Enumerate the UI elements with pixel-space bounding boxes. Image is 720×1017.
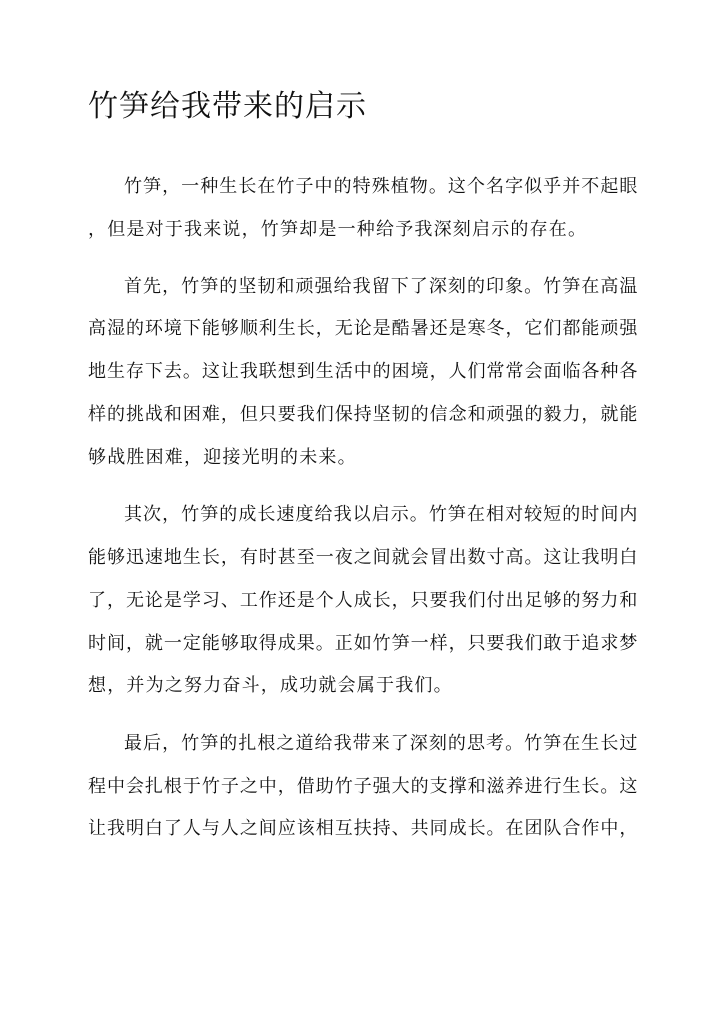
paragraph-line: 样的挑战和困难，但只要我们保持坚韧的信念和顽强的毅力，就能 (88, 404, 638, 425)
paragraph-line: 高湿的环境下能够顺利生长，无论是酷暑还是寒冬，它们都能顽强 (88, 318, 638, 339)
page-title: 竹笋给我带来的启示 (88, 89, 367, 124)
paragraph-line: 首先，竹笋的坚韧和顽强给我留下了深刻的印象。竹笋在高温 (124, 276, 638, 297)
paragraph-line: 最后，竹笋的扎根之道给我带来了深刻的思考。竹笋在生长过 (124, 733, 638, 754)
paragraph-line: 了，无论是学习、工作还是个人成长，只要我们付出足够的努力和 (88, 590, 638, 611)
paragraph-line: ，但是对于我来说，竹笋却是一种给予我深刻启示的存在。 (88, 219, 588, 240)
paragraph-line: 竹笋，一种生长在竹子中的特殊植物。这个名字似乎并不起眼 (124, 176, 638, 197)
paragraph-line: 程中会扎根于竹子之中，借助竹子强大的支撑和滋养进行生长。这 (88, 776, 638, 797)
paragraph-line: 想，并为之努力奋斗，成功就会属于我们。 (88, 675, 453, 696)
paragraph-line: 让我明白了人与人之间应该相互扶持、共同成长。在团队合作中， (88, 818, 638, 839)
paragraph-line: 其次，竹笋的成长速度给我以启示。竹笋在相对较短的时间内 (124, 504, 638, 525)
paragraph-line: 地生存下去。这让我联想到生活中的困境，人们常常会面临各种各 (88, 361, 638, 382)
paragraph-line: 能够迅速地生长，有时甚至一夜之间就会冒出数寸高。这让我明白 (88, 547, 638, 568)
paragraph-line: 够战胜困难，迎接光明的未来。 (88, 447, 357, 468)
paragraph-line: 时间，就一定能够取得成果。正如竹笋一样，只要我们敢于追求梦 (88, 633, 638, 654)
